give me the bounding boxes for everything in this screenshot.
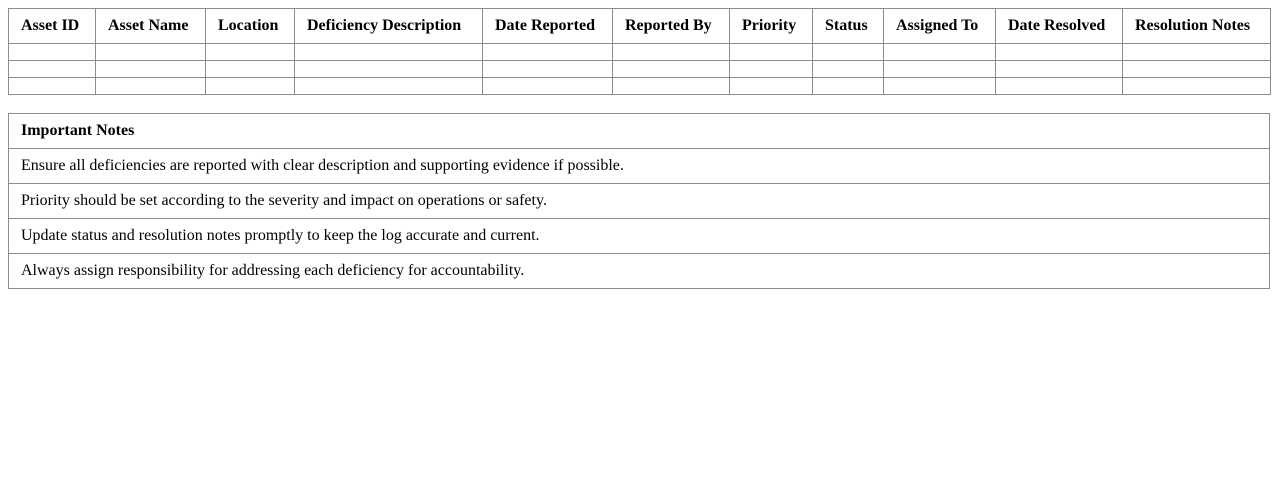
column-header-date-reported: Date Reported <box>483 9 613 44</box>
table-cell[interactable] <box>206 78 295 95</box>
note-row <box>9 219 1270 254</box>
table-cell[interactable] <box>9 78 96 95</box>
column-header-resolution-notes: Resolution Notes <box>1123 9 1271 44</box>
note-item: Ensure all deficiencies are reported with clear description and supporting evidence if possible. <box>9 149 1270 184</box>
table-cell[interactable] <box>206 61 295 78</box>
column-header-asset-name: Asset Name <box>96 9 206 44</box>
table-header-row <box>9 9 1271 44</box>
table-cell[interactable] <box>730 78 813 95</box>
column-header-assigned-to: Assigned To <box>884 9 996 44</box>
table-cell[interactable] <box>96 44 206 61</box>
table-cell[interactable] <box>1123 78 1271 95</box>
table-row <box>9 61 1271 78</box>
table-cell[interactable] <box>483 78 613 95</box>
table-cell[interactable] <box>9 44 96 61</box>
table-cell[interactable] <box>613 78 730 95</box>
note-item: Always assign responsibility for addressing each deficiency for accountability. <box>9 254 1270 289</box>
table-cell[interactable] <box>730 44 813 61</box>
table-cell[interactable] <box>613 44 730 61</box>
note-row <box>9 149 1270 184</box>
table-cell[interactable] <box>813 61 884 78</box>
column-header-priority: Priority <box>730 9 813 44</box>
table-cell[interactable] <box>996 78 1123 95</box>
column-header-asset-id: Asset ID <box>9 9 96 44</box>
table-cell[interactable] <box>206 44 295 61</box>
column-header-reported-by: Reported By <box>613 9 730 44</box>
note-row <box>9 254 1270 289</box>
important-notes-table <box>8 113 1270 289</box>
table-cell[interactable] <box>730 61 813 78</box>
notes-header-row <box>9 114 1270 149</box>
table-cell[interactable] <box>884 44 996 61</box>
table-cell[interactable] <box>884 61 996 78</box>
table-row <box>9 44 1271 61</box>
table-cell[interactable] <box>295 44 483 61</box>
table-cell[interactable] <box>96 78 206 95</box>
note-item: Update status and resolution notes promptly to keep the log accurate and current. <box>9 219 1270 254</box>
table-cell[interactable] <box>483 44 613 61</box>
deficiency-log-table <box>8 8 1271 95</box>
table-cell[interactable] <box>884 78 996 95</box>
column-header-deficiency-description: Deficiency Description <box>295 9 483 44</box>
note-item: Priority should be set according to the severity and impact on operations or safety. <box>9 184 1270 219</box>
table-cell[interactable] <box>1123 61 1271 78</box>
table-cell[interactable] <box>1123 44 1271 61</box>
table-cell[interactable] <box>9 61 96 78</box>
table-cell[interactable] <box>295 61 483 78</box>
table-cell[interactable] <box>813 44 884 61</box>
column-header-location: Location <box>206 9 295 44</box>
table-cell[interactable] <box>813 78 884 95</box>
column-header-date-resolved: Date Resolved <box>996 9 1123 44</box>
table-row <box>9 78 1271 95</box>
table-cell[interactable] <box>613 61 730 78</box>
table-cell[interactable] <box>96 61 206 78</box>
column-header-status: Status <box>813 9 884 44</box>
table-cell[interactable] <box>295 78 483 95</box>
table-cell[interactable] <box>483 61 613 78</box>
table-cell[interactable] <box>996 61 1123 78</box>
note-row <box>9 184 1270 219</box>
table-cell[interactable] <box>996 44 1123 61</box>
notes-title: Important Notes <box>9 114 1270 149</box>
